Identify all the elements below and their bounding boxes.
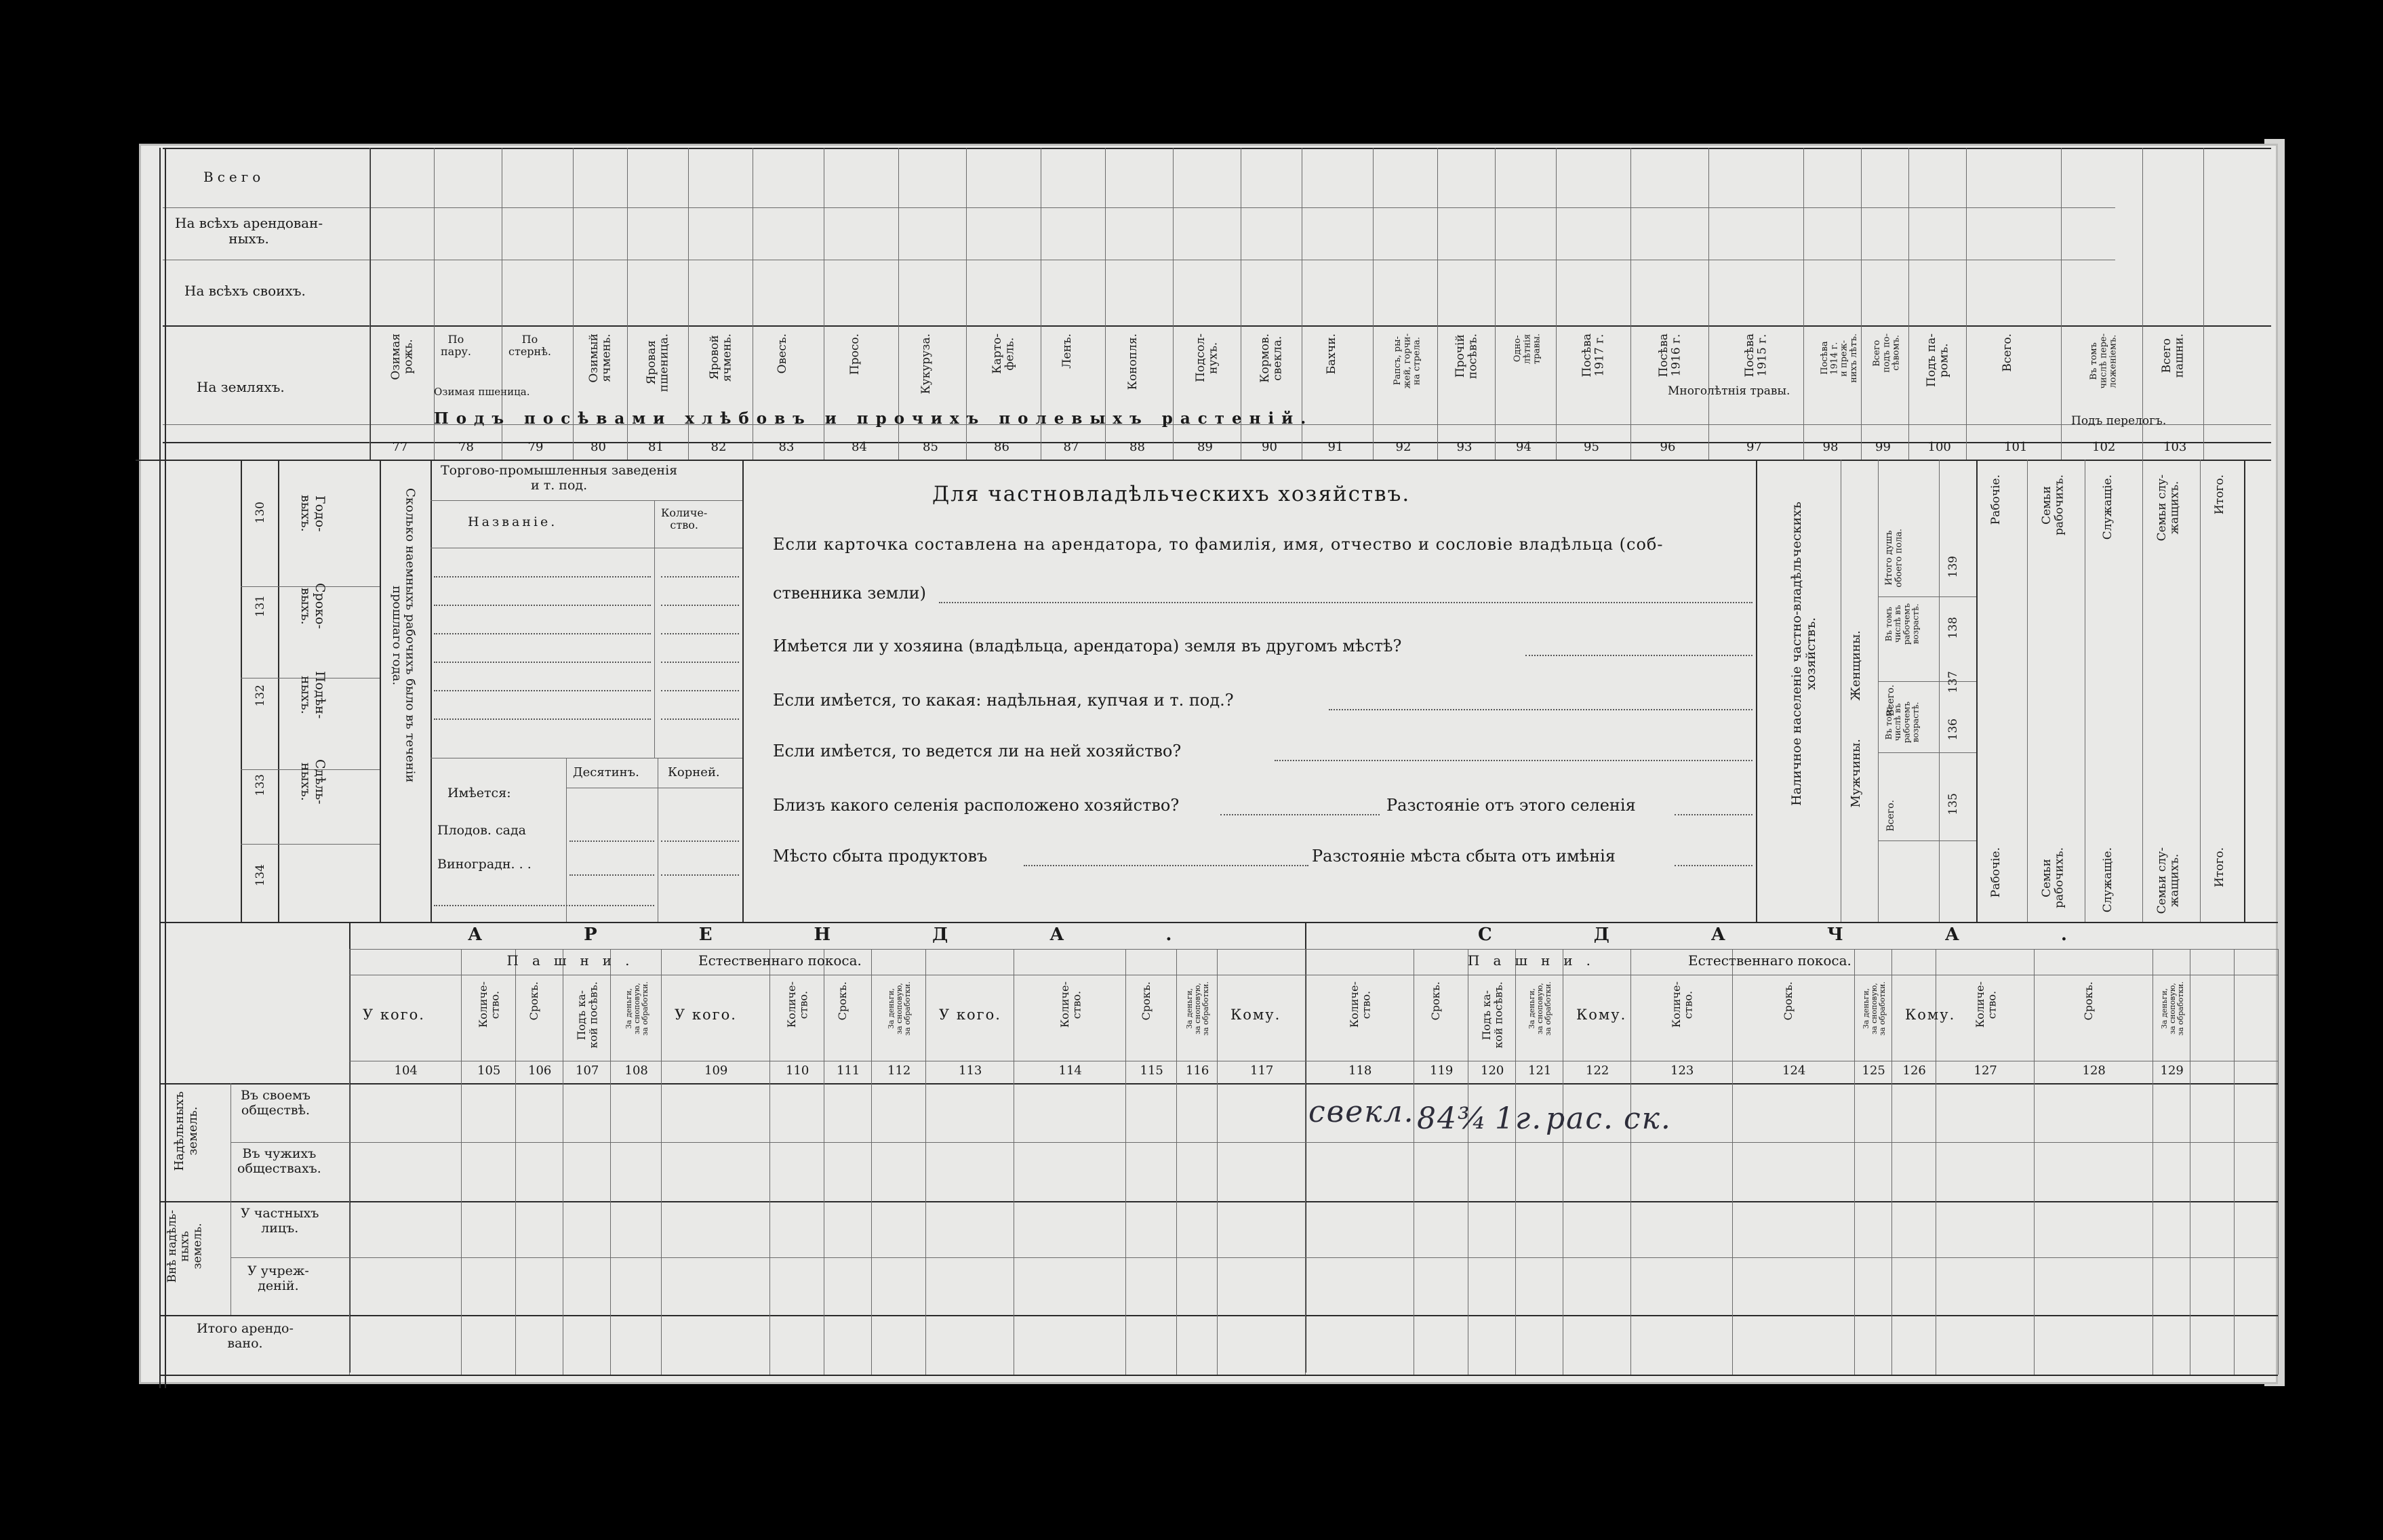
total-rented-label: Итого арендо- вано. [197,1321,294,1351]
crop-header: Овесъ. [775,333,789,374]
rent-col-line [1515,949,1516,1375]
crop-col-line [1630,148,1631,325]
total-top: Итого. [2213,474,2226,515]
row-label-total: Всего [203,169,265,185]
question-land-type: Если имѣется, то какая: надѣльная, купчая и т. под.? [773,691,1234,710]
rent-col-number: 119 [1430,1063,1454,1078]
from-whom-header: У кого. [939,1007,1001,1023]
crop-type-header: Подъ ка- кой посѣвъ. [575,981,600,1049]
hired-workers-label: Сколько наемныхъ рабочихъ было въ теченiи прошлаго года. [389,488,418,783]
crop-col-line [1373,325,1374,460]
crop-col-line [898,148,899,325]
rent-col-line [1176,949,1177,1375]
rent-col-line [1732,949,1733,1375]
rent-col-number: 122 [1586,1063,1609,1078]
crop-col-number: 102 [2092,440,2116,454]
crop-col-number: 81 [648,440,664,454]
crop-col-number: 99 [1875,440,1891,454]
rent-col-number: 115 [1140,1063,1163,1078]
crop-col-number: 87 [1063,440,1079,454]
sdacha-arable-header: Пашни. [1468,952,1604,969]
other-societies-label: Въ чужихъ обществахъ. [237,1146,321,1176]
rent-col-number: 128 [2082,1063,2106,1078]
livestock-num-134: 134 [254,864,267,887]
crop-col-number: 95 [1584,440,1599,454]
men-working: Въ томъ числѣ въ рабочемъ возрастѣ. [1884,702,1921,744]
women-total: Всего. [1885,685,1896,716]
term-header: Срокъ. [2081,981,2095,1021]
winter-wheat-label: Озимая пшеница. [434,386,530,398]
rent-col-line [2034,949,2035,1375]
workers-top: Рабочiе. [1989,474,2003,525]
crop-header: Яровая пшеница. [645,333,671,392]
total-souls: Итого душъ обоего пола. [1884,529,1904,588]
rent-col-line [1854,949,1855,1375]
question-village-distance: Разстоянiе отъ этого селенiя [1386,796,1636,815]
rent-col-number: 111 [837,1063,860,1078]
crop-col-number: 83 [778,440,795,454]
perennial-grass-label: Многолѣтнiя травы. [1668,384,1790,398]
crop-col-number: 77 [392,440,408,454]
rent-col-line [1891,949,1892,1375]
to-whom-header: Кому. [1230,1007,1281,1023]
row-label-lands: На земляхъ. [197,379,285,395]
question-owner-2: ственника земли) [773,584,926,603]
crop-col-line [1173,148,1174,325]
crop-header: Посѣва 1915 г. [1743,333,1769,378]
rent-col-number: 116 [1186,1063,1209,1078]
own-society-label: Въ своемъ обществѣ. [241,1088,311,1118]
question-market: Мѣсто сбыта продуктовъ [773,847,988,866]
crop-col-line [1556,148,1557,325]
rent-col-number: 118 [1348,1063,1372,1078]
livestock-col-daily: Подѣн- ныхъ. [298,671,327,719]
crop-header: Подъ па- ромъ. [1924,333,1951,387]
trade-qty-header: Количе- ство. [661,506,708,532]
crop-col-line [2061,148,2062,325]
crop-col-line [1908,148,1909,325]
term-header: Срокъ. [1429,981,1442,1021]
crop-col-line [1708,148,1709,325]
crop-header: Озимая рожь. [388,333,416,380]
rent-col-number: 106 [528,1063,552,1078]
rent-col-line [871,949,872,1375]
crop-col-line [1437,325,1438,460]
rent-col-number: 105 [477,1063,501,1078]
worker-families-bottom: Семьи рабочихъ. [2040,847,2066,908]
crop-header: Всего подъ по- сѣвомъ. [1872,333,1902,373]
crop-col-line [1373,148,1374,325]
term-header: Срокъ. [1782,981,1795,1021]
crop-header: По стернѣ. [508,333,551,359]
term-header: Срокъ. [836,981,849,1021]
crop-col-line [1966,325,1967,460]
employee-families-top: Семьи слу- жащихъ. [2155,474,2182,542]
crop-header: Посѣва 1914 г. и преж- нихъ лѣтъ. [1819,333,1859,383]
women-working: Въ томъ числѣ въ рабочемъ возрастѣ. [1884,603,1921,645]
rent-col-line [1125,949,1126,1375]
crop-banner: Подъ посѣвами хлѣбовъ и прочихъ полевыхъ растенiй. [434,409,1314,428]
crop-col-number: 103 [2163,440,2187,454]
crop-col-line [688,325,689,460]
crop-header: Ленъ. [1060,333,1074,369]
crop-col-number: 91 [1327,440,1344,454]
crop-col-line [1173,325,1174,460]
pop-num-139: 139 [1946,556,1960,578]
rent-col-line [925,949,926,1375]
crop-col-line [1803,325,1804,460]
employees-top: Служащiе. [2101,474,2115,540]
crop-col-line [1105,325,1106,460]
rent-col-line [349,949,350,1375]
crop-header: Посѣва 1917 г. [1580,333,1607,378]
crop-col-line [1803,148,1804,325]
crop-col-line [369,148,370,325]
crop-col-line [1966,148,1967,325]
fallow-label: Подъ перелогъ. [2071,414,2167,428]
crop-col-line [2142,325,2143,460]
question-village: Близъ какого селенiя расположено хозяйство? [773,796,1180,815]
crop-col-line [1908,325,1909,460]
crop-header: Озимый ячмень. [587,333,614,383]
rent-col-line [769,949,770,1375]
livestock-col-piece: Сдѣль- ныхъ. [298,759,327,805]
crop-header: Подсол- нухъ. [1194,333,1220,382]
crop-col-line [1495,148,1496,325]
handwriting-payment: ск. [1624,1101,1672,1136]
payment-header: За деньги, за сноповую, за обработки. [1861,981,1887,1036]
handwriting-crop: свекл. [1308,1095,1415,1129]
arenda-arable-header: Пашни. [506,952,643,969]
rent-title: АРЕНДА. [468,925,1274,945]
rent-col-number: 107 [576,1063,599,1078]
crop-col-number: 92 [1395,440,1411,454]
rent-col-line [1305,949,1306,1375]
crop-col-line [688,148,689,325]
private-title: Для частновладѣльческихъ хозяйствъ. [932,482,1411,506]
payment-header: За деньги, за сноповую, за обработки. [887,981,913,1036]
payment-header: За деньги, за сноповую, за обработки. [2159,981,2185,1036]
question-other-land: Имѣется ли у хозяина (владѣльца, арендатора) земля въ другомъ мѣстѣ? [773,636,1402,655]
crop-col-number: 79 [527,440,544,454]
crop-col-line [627,325,628,460]
crop-header: Всего пашни. [2160,333,2186,378]
amount-header: Количе- ство. [1973,981,1999,1028]
from-whom-header: У кого. [363,1007,425,1023]
livestock-num-132: 132 [254,685,267,707]
livestock-num-130: 130 [254,502,267,524]
crop-header: Бахчи. [1324,333,1338,375]
worker-families-top: Семьи рабочихъ. [2040,474,2066,535]
crop-col-number: 98 [1822,440,1839,454]
amount-header: Количе- ство. [785,981,810,1028]
sdacha-hayfield-header: Естественнаго покоса. [1688,952,1851,969]
question-market-distance: Разстоянiе мѣста сбыта отъ имѣнiя [1312,847,1616,866]
vineyard-label: Виноградн. . . [437,857,532,872]
crop-header: Посѣва 1916 г. [1656,333,1683,378]
crop-col-line [2203,148,2204,325]
crop-col-line [1437,148,1438,325]
crop-header: Карто- фель. [990,333,1017,374]
rent-col-number: 108 [624,1063,648,1078]
crop-header: Въ томъ числѣ пере- ложенiемъ. [2089,333,2119,389]
payment-header: За деньги, за сноповую, за обработки. [1527,981,1553,1036]
crop-type-header: Подъ ка- кой посѣвъ. [1480,981,1505,1049]
crop-col-number: 100 [1927,440,1951,454]
trade-name-header: Названiе. [468,514,558,529]
crop-col-line [627,148,628,325]
crop-col-line [434,148,435,325]
rent-col-number: 109 [704,1063,728,1078]
rent-col-number: 120 [1481,1063,1504,1078]
crop-col-number: 80 [590,440,606,454]
amount-header: Количе- ство. [477,981,502,1028]
crop-col-number: 88 [1129,440,1145,454]
pop-num-138: 138 [1946,617,1960,639]
crop-col-line [1861,148,1862,325]
crop-col-line [898,325,899,460]
crop-header: Просо. [848,333,862,376]
rent-col-number: 121 [1528,1063,1552,1078]
from-whom-header: У кого. [675,1007,737,1023]
crop-col-number: 86 [994,440,1009,454]
livestock-num-131: 131 [254,595,267,617]
question-farming: Если имѣется, то ведется ли на ней хозяйство? [773,742,1182,761]
handwriting-term: 1г. [1495,1101,1543,1136]
rent-col-line [610,949,611,1375]
rent-col-number: 125 [1862,1063,1885,1078]
crop-col-number: 93 [1456,440,1473,454]
to-whom-header: Кому. [1905,1007,1956,1023]
rent-col-number: 104 [394,1063,418,1078]
crop-col-number: 78 [458,440,474,454]
crop-col-number: 97 [1746,440,1762,454]
rent-col-number: 110 [786,1063,809,1078]
rent-col-number: 126 [1902,1063,1926,1078]
arenda-hayfield-header: Естественнаго покоса. [698,952,862,969]
crop-col-line [966,148,967,325]
rent-col-number: 127 [1974,1063,1997,1078]
employees-bottom: Служащiе. [2101,847,2115,913]
crop-header: Кукуруза. [919,333,933,394]
rent-col-line [1630,949,1631,1375]
rent-col-line [2234,949,2235,1375]
amount-header: Количе- ство. [1670,981,1695,1028]
rent-col-number: 124 [1782,1063,1806,1078]
non-allotment-label: Внѣ надѣль- ныхъ земель. [165,1210,205,1283]
pop-num-136: 136 [1946,718,1960,741]
crop-header: Кормов. свекла. [1258,333,1285,383]
employee-families-bottom: Семьи слу- жащихъ. [2155,847,2182,914]
rent-col-line [461,949,462,1375]
crop-header: Одно- лѣтнiя травы. [1513,333,1542,365]
crop-col-line [1556,325,1557,460]
desyatin-header: Десятинъ. [573,765,639,779]
imeetsya-label: Имѣется: [447,786,511,801]
handwriting-sown: рас. [1546,1101,1615,1136]
korney-header: Корней. [668,765,720,779]
rent-col-number: 113 [959,1063,982,1078]
pop-num-135: 135 [1946,793,1960,815]
crop-col-number: 89 [1197,440,1213,454]
crop-header: Рапсъ, ры- жей, горчи- на стрела. [1392,333,1422,389]
crop-col-line [1495,325,1496,460]
crop-col-number: 101 [2004,440,2028,454]
crop-col-line [2061,325,2062,460]
rent-col-number: 112 [887,1063,911,1078]
pop-num-137: 137 [1946,671,1960,693]
livestock-num-133: 133 [254,774,267,796]
crop-col-line [1861,325,1862,460]
crop-col-number: 84 [852,440,867,454]
handwriting-amount: 84¾ [1417,1101,1488,1136]
amount-header: Количе- ство. [1058,981,1083,1028]
row-label-own: На всѣхъ своихъ. [184,283,306,299]
rent-col-line [515,949,516,1375]
amount-header: Количе- ство. [1348,981,1373,1028]
women-label: Женщины. [1849,630,1863,701]
crop-col-line [369,325,370,460]
term-header: Срокъ. [527,981,540,1021]
rent-col-line [1217,949,1218,1375]
men-total: Всего. [1885,800,1896,832]
crop-col-line [1105,148,1106,325]
crop-col-number: 90 [1262,440,1277,454]
livestock-col-term: Сроко- выхъ. [298,583,327,629]
row-label-rented: На всѣхъ арендован- ныхъ. [175,215,323,247]
allotment-lands-label: Надѣльныхъ земель. [172,1091,200,1171]
question-owner-1: Если карточка составлена на арендатора, то фамилiя, имя, отчество и сословiе владѣльца (соб- [773,535,1664,554]
rent-col-line [2278,949,2279,1375]
payment-header: За деньги, за сноповую, за обработки. [624,981,649,1036]
rent-col-line [661,949,662,1375]
crop-header: Яровой ячмень. [707,333,734,382]
rent-col-number: 123 [1670,1063,1694,1078]
crop-col-line [2142,148,2143,325]
orchard-label: Плодов. сада [437,823,526,838]
trade-title: Торгово-промышленныя заведенiя и т. под. [441,463,678,493]
total-bottom: Итого. [2213,847,2226,888]
crop-col-line [966,325,967,460]
workers-bottom: Рабочiе. [1989,847,2003,898]
crop-col-number: 94 [1516,440,1531,454]
crop-col-line [2203,325,2204,460]
sublease-title: СДАЧА. [1478,925,2169,945]
rent-col-line [2152,949,2153,1375]
rent-col-number: 117 [1250,1063,1274,1078]
term-header: Срокъ. [1139,981,1153,1021]
crop-header: Прочiй посѣвъ. [1453,333,1480,380]
crop-header: Конопля. [1126,333,1140,390]
crop-header: По пару. [441,333,471,359]
private-persons-label: У частныхъ лицъ. [241,1206,319,1236]
crop-col-number: 96 [1660,440,1676,454]
crop-col-line [1630,325,1631,460]
crop-header: Всего. [2001,333,2014,372]
crop-col-number: 85 [923,440,938,454]
livestock-col-yearly: Годо- выхъ. [298,495,327,532]
rent-col-number: 129 [2160,1063,2184,1078]
population-label: Наличное населенiе частно-владѣльческихъ хозяйствъ. [1789,502,1818,806]
crop-col-number: 82 [710,440,727,454]
payment-header: За деньги, за сноповую, за обработки. [1185,981,1211,1036]
to-whom-header: Кому. [1576,1007,1627,1023]
men-label: Мужчины. [1849,739,1863,808]
rent-col-number: 114 [1058,1063,1082,1078]
institutions-label: У учреж- денiй. [247,1263,309,1293]
crop-col-line [573,325,574,460]
crop-col-line [573,148,574,325]
